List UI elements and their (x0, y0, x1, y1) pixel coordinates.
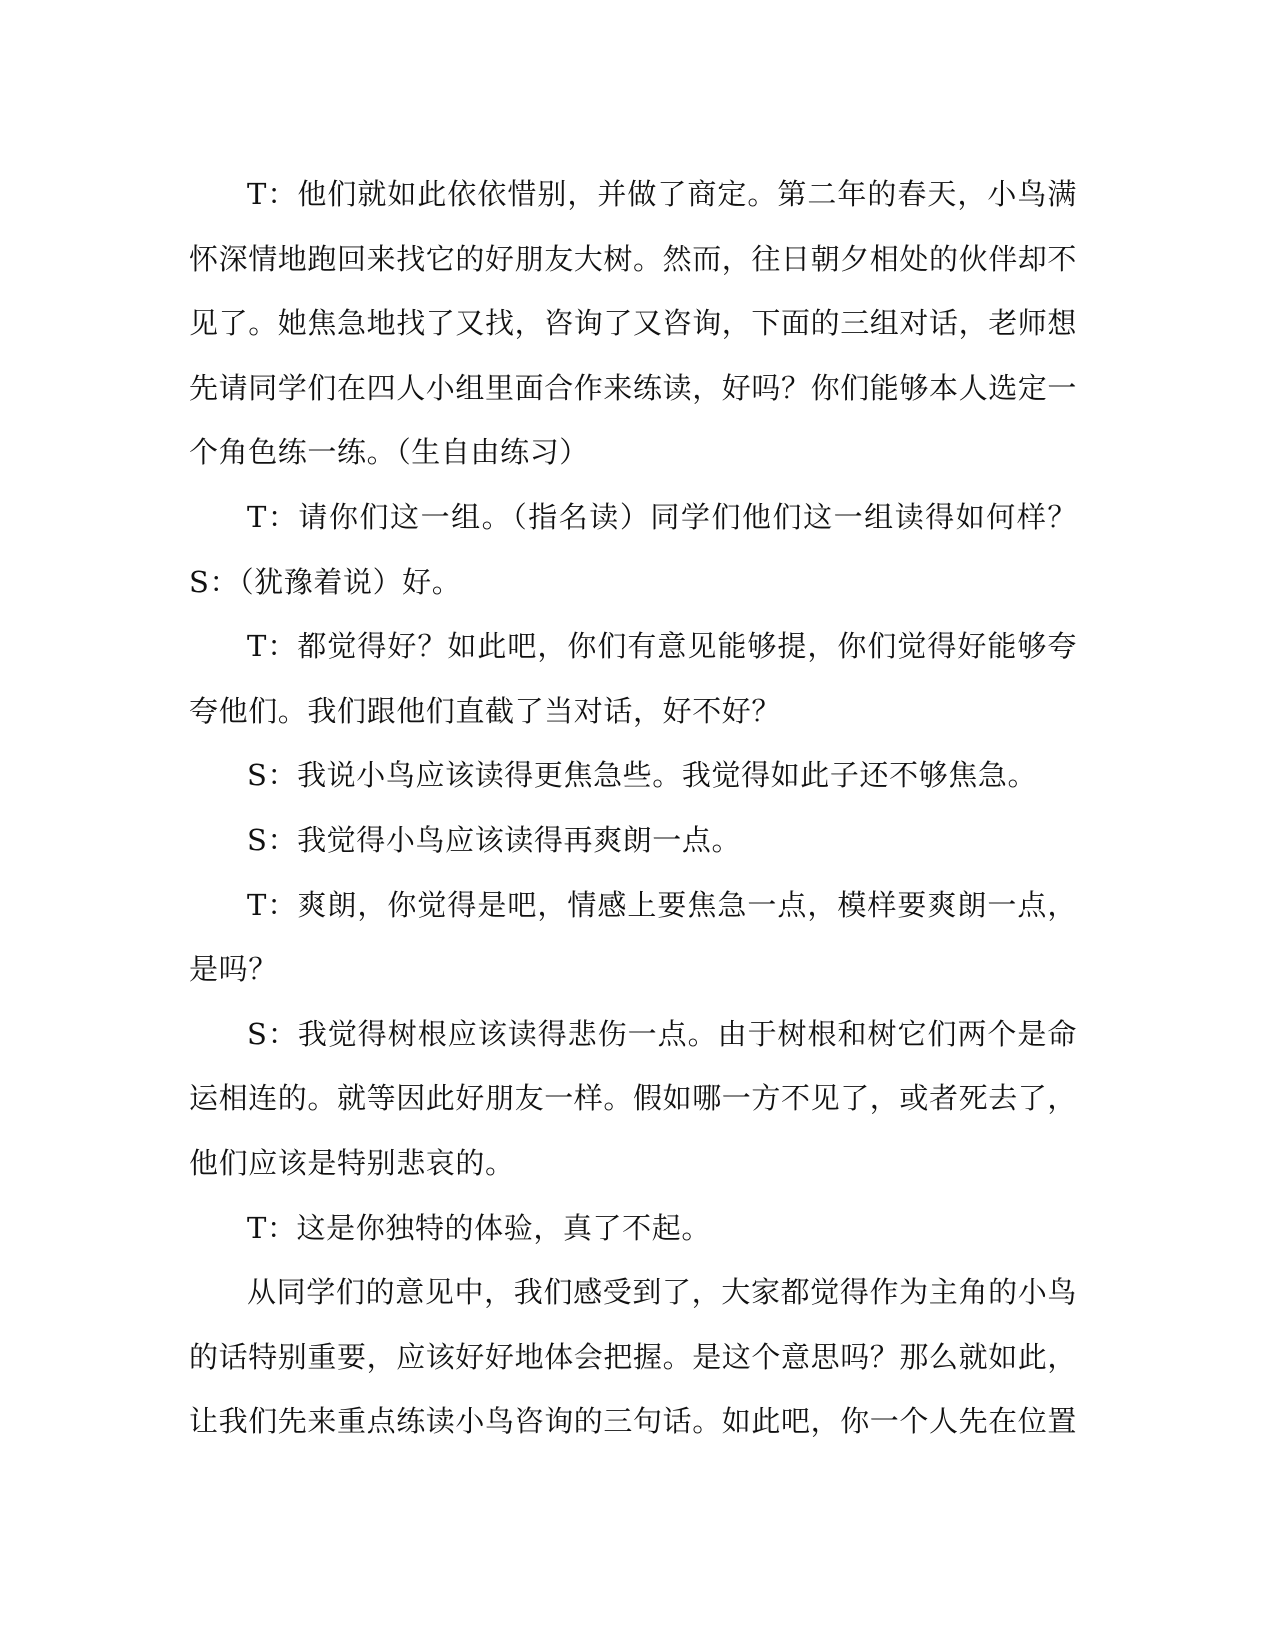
paragraph-teacher-praise: T：这是你独特的体验，真了不起。 (247, 1210, 711, 1245)
paragraph-teacher-intro: T：他们就如此依依惜别，并做了商定。第二年的春天，小鸟满怀深情地跑回来找它的好朋友大树。然而，往日朝夕相处的伙伴却不见了。她焦急地找了又找，咨询了又咨询，下面的三组对话，老师想先请同学们在四人小组里面合作来练读，好吗？你们能够本人选定一个角色练一练。（生自由练习） (189, 177, 1078, 470)
paragraph-teacher-summary: T：爽朗，你觉得是吧，情感上要焦急一点，模样要爽朗一点，是吗？ (189, 887, 1077, 987)
document-body (189, 162, 1077, 1454)
paragraph-teacher-invite-feedback: T：都觉得好？如此吧，你们有意见能够提，你们觉得好能够夸夸他们。我们跟他们直截了当对话，好不好？ (189, 629, 1077, 728)
paragraph-student-anxious: S：我说小鸟应该读得更焦急些。我觉得如此子还不够焦急。 (247, 758, 1038, 793)
paragraph-student-cheerful: S：我觉得小鸟应该读得再爽朗一点。 (247, 822, 742, 857)
paragraph-teacher-call-group: T：请你们这一组。（指名读）同学们他们这一组读得如何样？S：（犹豫着说）好。 (189, 499, 1077, 599)
paragraph-student-root-sad: S：我觉得树根应该读得悲伤一点。由于树根和树它们两个是命运相连的。就等因此好朋友一样。假如哪一方不见了，或者死去了，他们应该是特别悲哀的。 (189, 1016, 1078, 1180)
paragraph-teacher-practice: 从同学们的意见中，我们感受到了，大家都觉得作为主角的小鸟的话特别重要，应该好好地体会把握。是这个意思吗？那么就如此，让我们先来重点练读小鸟咨询的三句话。如此吧，你一个人先在位置 (189, 1275, 1078, 1439)
